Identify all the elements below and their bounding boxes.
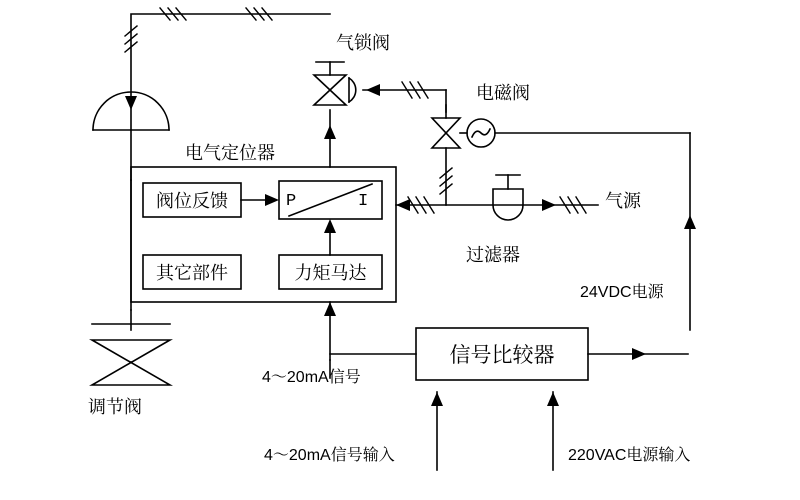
solenoid-valve-body <box>432 118 460 148</box>
label-signal-input: 4～20mA信号输入 <box>264 447 395 464</box>
feedback-line-top <box>131 14 330 130</box>
label-control-valve: 调节阀 <box>88 397 142 417</box>
label-air-lock-valve: 气锁阀 <box>336 33 390 53</box>
label-4-20ma-signal: 4～20mA信号 <box>262 369 361 386</box>
comparator-out-arrow <box>632 348 646 360</box>
label-filter: 过滤器 <box>466 245 520 265</box>
label-p-port: P <box>286 192 297 211</box>
airlock-inlet-arrow <box>366 84 380 96</box>
arrow-into-actuator <box>125 96 137 110</box>
airlock-valve-body <box>314 75 346 105</box>
airlock-right-cap <box>349 78 356 102</box>
label-other-parts: 其它部件 <box>156 263 228 283</box>
label-air-source: 气源 <box>605 191 641 211</box>
torquemotor-to-pi-arrow <box>324 219 336 233</box>
label-torque-motor: 力矩马达 <box>294 263 367 283</box>
power-input-arrow <box>547 392 559 406</box>
signal-to-torquemotor-arrow <box>324 302 336 316</box>
feedback-to-pi-arrow <box>265 194 279 206</box>
solenoid-coil-wave <box>472 129 490 137</box>
label-positioner: 电气定位器 <box>185 143 275 163</box>
label-i-port: I <box>358 192 369 211</box>
air-supply-arrow <box>396 199 410 211</box>
airlock-out-arrow <box>324 125 336 139</box>
label-power-input: 220VAC电源输入 <box>568 447 691 464</box>
label-24vdc-power: 24VDC电源 <box>580 284 664 301</box>
label-solenoid-valve: 电磁阀 <box>476 83 530 103</box>
signal-input-arrow <box>431 392 443 406</box>
label-valve-feedback: 阀位反馈 <box>156 191 228 211</box>
air-supply-arrow2 <box>542 199 556 211</box>
label-signal-comparator: 信号比较器 <box>449 344 555 367</box>
vdc-bus-arrow <box>684 215 696 229</box>
